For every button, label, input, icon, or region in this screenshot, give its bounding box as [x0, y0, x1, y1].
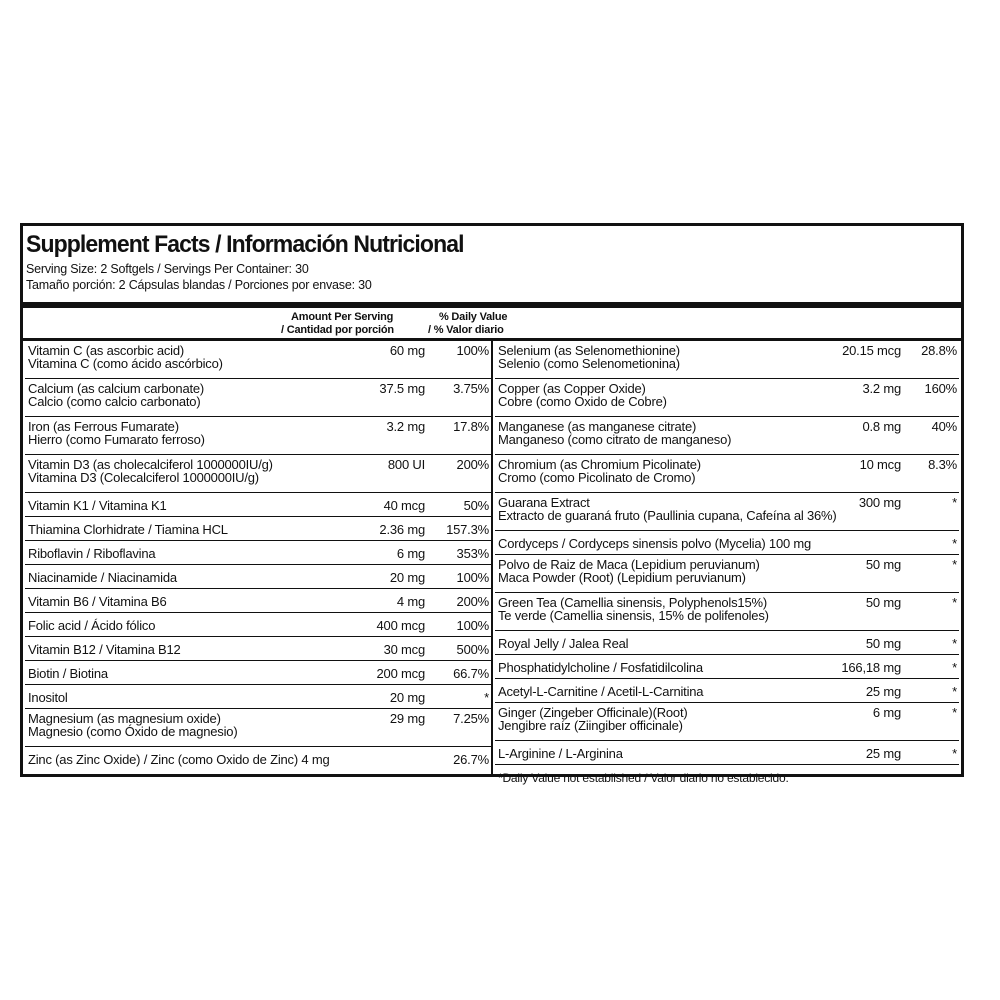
nutrient-name-es: Extracto de guaraná fruto (Paullinia cupana, Cafeína al 36%)	[498, 508, 837, 523]
nutrient-daily-value: 3.75%	[453, 381, 489, 396]
nutrient-row	[25, 747, 491, 771]
nutrient-name-es: Vitamina D3 (Colecalciferol 1000000IU/g)	[28, 470, 259, 485]
nutrient-name-es: Jengibre raíz (Ziingiber officinale)	[498, 718, 683, 733]
nutrient-amount: 200 mcg	[376, 666, 425, 681]
nutrient-row	[25, 541, 491, 565]
nutrient-amount: 30 mcg	[383, 642, 425, 657]
nutrient-daily-value: 66.7%	[453, 666, 489, 681]
header-amount: Amount Per Serving	[291, 311, 394, 323]
nutrient-amount: 20 mg	[389, 570, 425, 585]
nutrient-row	[495, 655, 959, 679]
nutrient-name: Guarana Extract	[498, 495, 590, 510]
header-daily-value: % Daily Value	[439, 311, 508, 323]
nutrient-row	[25, 517, 491, 541]
nutrient-row	[495, 593, 959, 631]
left-nutrient-column	[25, 341, 491, 771]
nutrient-daily-value: *	[484, 690, 489, 705]
nutrient-name-es: Manganeso (como citrato de manganeso)	[498, 432, 732, 447]
nutrient-row	[25, 613, 491, 637]
nutrient-daily-value: 50%	[463, 498, 489, 513]
nutrient-daily-value: 26.7%	[453, 752, 489, 767]
nutrient-daily-value: *	[952, 660, 957, 675]
nutrient-amount: 6 mg	[872, 705, 901, 720]
nutrient-row	[25, 661, 491, 685]
nutrient-daily-value: 160%	[924, 381, 957, 396]
nutrient-daily-value: 8.3%	[928, 457, 957, 472]
nutrient-name-es: Cromo (como Picolinato de Cromo)	[498, 470, 696, 485]
label-title: Supplement Facts / Información Nutricional	[26, 230, 464, 258]
nutrient-daily-value: *	[952, 495, 957, 510]
nutrient-name: Magnesium (as magnesium oxide)	[28, 711, 221, 726]
nutrient-name-es: Selenio (como Selenometionina)	[498, 356, 680, 371]
nutrient-daily-value: 100%	[456, 570, 489, 585]
nutrient-amount: 2.36 mg	[379, 522, 425, 537]
nutrient-amount: 50 mg	[865, 636, 901, 651]
nutrient-row	[25, 417, 491, 455]
nutrient-name: Zinc (as Zinc Oxide) / Zinc (como Oxido de Zinc) 4 mg	[28, 752, 330, 767]
nutrient-daily-value: 100%	[456, 343, 489, 358]
nutrient-amount: 400 mcg	[376, 618, 425, 633]
column-divider	[491, 341, 493, 774]
nutrient-amount: 29 mg	[389, 711, 425, 726]
nutrient-row	[25, 493, 491, 517]
nutrient-name: Niacinamide / Niacinamida	[28, 570, 177, 585]
nutrient-name: Riboflavin / Riboflavina	[28, 546, 156, 561]
nutrient-name: Biotin / Biotina	[28, 666, 108, 681]
nutrient-daily-value: 157.3%	[446, 522, 489, 537]
nutrient-daily-value: 100%	[456, 618, 489, 633]
nutrient-name-es: Vitamina C (como ácido ascórbico)	[28, 356, 223, 371]
nutrient-row	[25, 455, 491, 493]
nutrient-name: Acetyl-L-Carnitine / Acetil-L-Carnitina	[498, 684, 704, 699]
nutrient-name: Vitamin B12 / Vitamina B12	[28, 642, 181, 657]
nutrient-row	[25, 589, 491, 613]
nutrient-name: *Daily Value not established / Valor diario no establecido.	[498, 771, 789, 785]
nutrient-daily-value: 200%	[456, 457, 489, 472]
nutrient-name: Inositol	[28, 690, 68, 705]
nutrient-daily-value: *	[952, 557, 957, 572]
nutrient-daily-value: 353%	[456, 546, 489, 561]
nutrient-row	[495, 741, 959, 765]
nutrient-name: Vitamin D3 (as cholecalciferol 1000000IU/g)	[28, 457, 273, 472]
nutrient-row	[25, 379, 491, 417]
nutrient-row	[25, 637, 491, 661]
nutrient-row	[495, 703, 959, 741]
header-amount-es: / Cantidad por porción	[281, 324, 394, 336]
nutrient-row	[25, 341, 491, 379]
nutrient-row	[495, 417, 959, 455]
nutrient-amount: 37.5 mg	[379, 381, 425, 396]
nutrient-amount: 6 mg	[396, 546, 425, 561]
nutrient-daily-value: 17.8%	[453, 419, 489, 434]
nutrient-name: L-Arginine / L-Arginina	[498, 746, 623, 761]
nutrient-name-es: Hierro (como Fumarato ferroso)	[28, 432, 205, 447]
nutrient-daily-value: *	[952, 595, 957, 610]
nutrient-daily-value: *	[952, 684, 957, 699]
nutrient-amount: 20.15 mcg	[842, 343, 901, 358]
nutrient-name: Calcium (as calcium carbonate)	[28, 381, 205, 396]
nutrient-amount: 20 mg	[389, 690, 425, 705]
nutrient-name-es: Calcio (como calcio carbonato)	[28, 394, 201, 409]
nutrient-amount: 50 mg	[865, 595, 901, 610]
nutrient-daily-value: 7.25%	[453, 711, 489, 726]
nutrient-amount: 3.2 mg	[862, 381, 901, 396]
nutrient-daily-value: 500%	[456, 642, 489, 657]
thick-divider	[23, 302, 961, 308]
label-header	[23, 226, 961, 306]
nutrient-amount: 40 mcg	[383, 498, 425, 513]
nutrient-name: Iron (as Ferrous Fumarate)	[28, 419, 179, 434]
nutrient-amount: 0.8 mg	[862, 419, 901, 434]
nutrient-name: Selenium (as Selenomethionine)	[498, 343, 680, 358]
header-daily-value-es: / % Valor diario	[428, 324, 504, 336]
footnote	[495, 765, 959, 789]
nutrient-amount: 25 mg	[865, 746, 901, 761]
supplement-facts-panel	[20, 223, 964, 785]
nutrient-name: Thiamina Clorhidrate / Tiamina HCL	[28, 522, 228, 537]
nutrient-daily-value: *	[952, 536, 957, 551]
nutrient-row	[495, 531, 959, 555]
nutrient-daily-value: 40%	[931, 419, 957, 434]
nutrient-amount: 25 mg	[865, 684, 901, 699]
nutrient-row	[495, 379, 959, 417]
nutrient-daily-value: 28.8%	[921, 343, 957, 358]
nutrient-name: Copper (as Copper Oxide)	[498, 381, 646, 396]
nutrient-name-es: Magnesio (como Óxido de magnesio)	[28, 724, 238, 739]
nutrient-row	[495, 679, 959, 703]
nutrient-name: Green Tea (Camellia sinensis, Polyphenols15%)	[498, 595, 767, 610]
nutrient-name: Phosphatidylcholine / Fosfatidilcolina	[498, 660, 703, 675]
right-nutrient-column	[495, 341, 959, 789]
nutrient-amount: 50 mg	[865, 557, 901, 572]
nutrient-amount: 800 UI	[387, 457, 425, 472]
nutrient-daily-value: *	[952, 746, 957, 761]
nutrient-amount: 4 mg	[396, 594, 425, 609]
nutrient-amount: 10 mcg	[859, 457, 901, 472]
nutrient-row	[495, 455, 959, 493]
nutrient-amount: 3.2 mg	[386, 419, 425, 434]
nutrient-name: Folic acid / Ácido fólico	[28, 618, 156, 633]
nutrient-amount: 300 mg	[858, 495, 901, 510]
nutrient-row	[495, 493, 959, 531]
nutrient-name-es: Cobre (como Oxido de Cobre)	[498, 394, 667, 409]
nutrient-name: Polvo de Raiz de Maca (Lepidium peruvianum)	[498, 557, 760, 572]
nutrient-row	[25, 685, 491, 709]
nutrient-daily-value: 200%	[456, 594, 489, 609]
nutrient-row	[495, 341, 959, 379]
nutrient-name: Vitamin K1 / Vitamina K1	[28, 498, 167, 513]
nutrient-amount: 166,18 mg	[841, 660, 901, 675]
nutrient-name: Cordyceps / Cordyceps sinensis polvo (Mycelia) 100 mg	[498, 536, 812, 551]
serving-size-es: Tamaño porción: 2 Cápsulas blandas / Porciones por envase: 30	[26, 278, 372, 292]
serving-size-en: Serving Size: 2 Softgels / Servings Per Container: 30	[26, 262, 309, 276]
nutrient-name: Ginger (Zingeber Officinale)(Root)	[498, 705, 688, 720]
nutrient-name: Royal Jelly / Jalea Real	[498, 636, 629, 651]
nutrient-name-es: Maca Powder (Root) (Lepidium peruvianum)	[498, 570, 746, 585]
nutrient-row	[495, 555, 959, 593]
nutrient-name-es: Te verde (Camellia sinensis, 15% de polifenoles)	[498, 608, 769, 623]
nutrient-name: Vitamin B6 / Vitamina B6	[28, 594, 167, 609]
nutrient-name: Chromium (as Chromium Picolinate)	[498, 457, 701, 472]
nutrient-row	[25, 709, 491, 747]
nutrient-amount: 60 mg	[389, 343, 425, 358]
nutrient-row	[495, 631, 959, 655]
nutrient-daily-value: *	[952, 705, 957, 720]
nutrient-name: Vitamin C (as ascorbic acid)	[28, 343, 184, 358]
nutrient-daily-value: *	[952, 636, 957, 651]
nutrient-row	[25, 565, 491, 589]
nutrient-name: Manganese (as manganese citrate)	[498, 419, 697, 434]
